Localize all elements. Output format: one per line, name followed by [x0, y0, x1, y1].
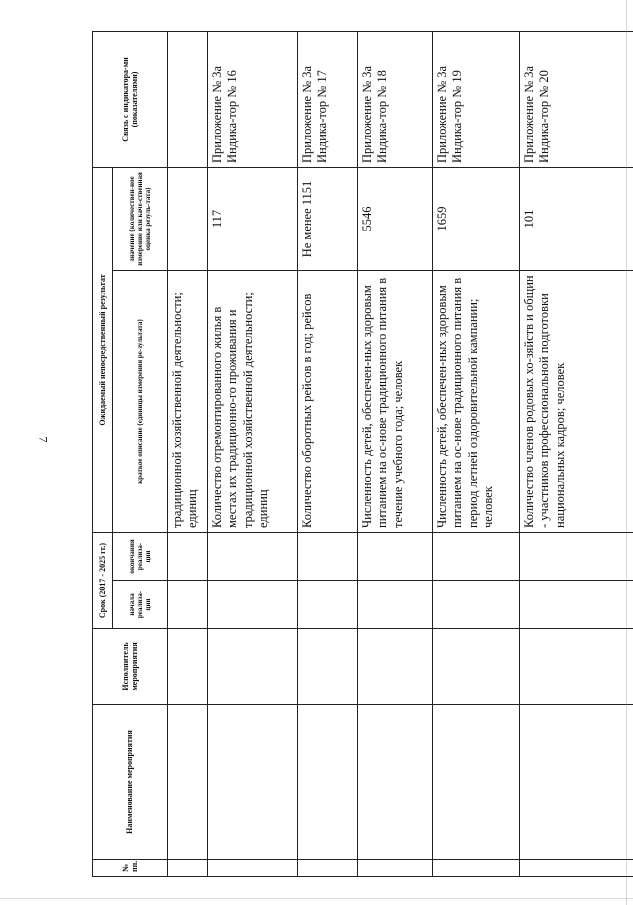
row-desc-cell: Количество отремонтированного жилья в местах их традиционно-го проживания и традиционной хозяйственной деятельности; единиц — [208, 270, 298, 532]
row-activity-cell — [358, 705, 433, 860]
row-executor-cell — [358, 629, 433, 705]
row-start-cell — [298, 581, 358, 629]
row-executor-cell — [298, 629, 358, 705]
row-value-cell: 1659 — [433, 167, 520, 270]
header-expected-value: значение (количествен-ное измерение или каче-ственная оценка резуль-тата) — [113, 167, 168, 270]
row-value-cell — [168, 167, 208, 270]
row-end-cell — [208, 532, 298, 580]
row-executor-cell — [433, 629, 520, 705]
row-value-cell: 5546 — [358, 167, 433, 270]
row-link-cell: Приложение № 3а Индика-тор № 19 — [433, 31, 520, 167]
table-row — [433, 31, 520, 876]
table-row — [520, 31, 633, 876]
row-desc-cell: Количество членов родовых хо-зяйств и общин - участников профессиональной подготовки национальных кадров; человек — [520, 270, 633, 532]
row-end-cell — [433, 532, 520, 580]
row-activity-cell — [208, 705, 298, 860]
row-executor-cell — [168, 629, 208, 705]
activities-table — [92, 31, 633, 877]
table-row — [208, 31, 298, 876]
header-term: Срок (2017 - 2025 гг.) — [93, 532, 113, 628]
row-num-cell — [358, 860, 433, 877]
row-num-cell — [433, 860, 520, 877]
row-activity-cell — [433, 705, 520, 860]
row-link-cell — [168, 31, 208, 167]
row-end-cell — [358, 532, 433, 580]
row-start-cell — [358, 581, 433, 629]
row-end-cell — [298, 532, 358, 580]
table-row — [168, 31, 208, 876]
row-desc-cell: Численность детей, обеспечен-ных здоровым питанием на ос-нове традиционного питания в период летней оздоровительной кампании; человек — [433, 270, 520, 532]
row-link-cell: Приложение № 3а Индика-тор № 20 — [520, 31, 633, 167]
page-number: 7 — [36, 436, 51, 443]
header-expected: Ожидаемый непосредственный результат — [93, 167, 113, 532]
table-row — [298, 31, 358, 876]
row-activity-cell — [520, 705, 633, 860]
row-activity-cell — [168, 705, 208, 860]
row-desc-cell: Количество оборотных рейсов в год; рейсов — [298, 270, 358, 532]
row-num-cell — [168, 860, 208, 877]
row-link-cell: Приложение № 3а Индика-тор № 17 — [298, 31, 358, 167]
header-activity: Наименование мероприятия — [93, 705, 168, 860]
row-executor-cell — [520, 629, 633, 705]
row-link-cell: Приложение № 3а Индика-тор № 16 — [208, 31, 298, 167]
rotated-table-container — [92, 32, 633, 877]
scan-artifact — [626, 0, 627, 905]
row-start-cell — [520, 581, 633, 629]
row-value-cell: Не менее 1151 — [298, 167, 358, 270]
header-executor: Исполнитель мероприятия — [93, 629, 168, 705]
row-end-cell — [168, 532, 208, 580]
row-value-cell: 117 — [208, 167, 298, 270]
header-term-start: начала реализа-ции — [113, 581, 168, 629]
header-link: Связь с индикатора-ми (показателями) — [93, 31, 168, 167]
scan-artifact — [0, 898, 633, 899]
row-end-cell — [520, 532, 633, 580]
header-num: № пп. — [93, 860, 168, 877]
row-start-cell — [433, 581, 520, 629]
row-start-cell — [208, 581, 298, 629]
row-num-cell — [208, 860, 298, 877]
row-start-cell — [168, 581, 208, 629]
row-desc-cell: Численность детей, обеспечен-ных здоровым питанием на ос-нове традиционного питания в течение учебного года; человек — [358, 270, 433, 532]
row-executor-cell — [208, 629, 298, 705]
row-activity-cell — [298, 705, 358, 860]
row-num-cell — [520, 860, 633, 877]
row-num-cell — [298, 860, 358, 877]
header-term-end: окончания реализа-ции — [113, 532, 168, 580]
row-desc-cell: традиционной хозяйственной деятельности; единиц — [168, 270, 208, 532]
row-link-cell: Приложение № 3а Индика-тор № 18 — [358, 31, 433, 167]
row-value-cell: 101 — [520, 167, 633, 270]
header-expected-desc: краткое описание (единицы измерения ре-зультата) — [113, 270, 168, 532]
table-row — [358, 31, 433, 876]
